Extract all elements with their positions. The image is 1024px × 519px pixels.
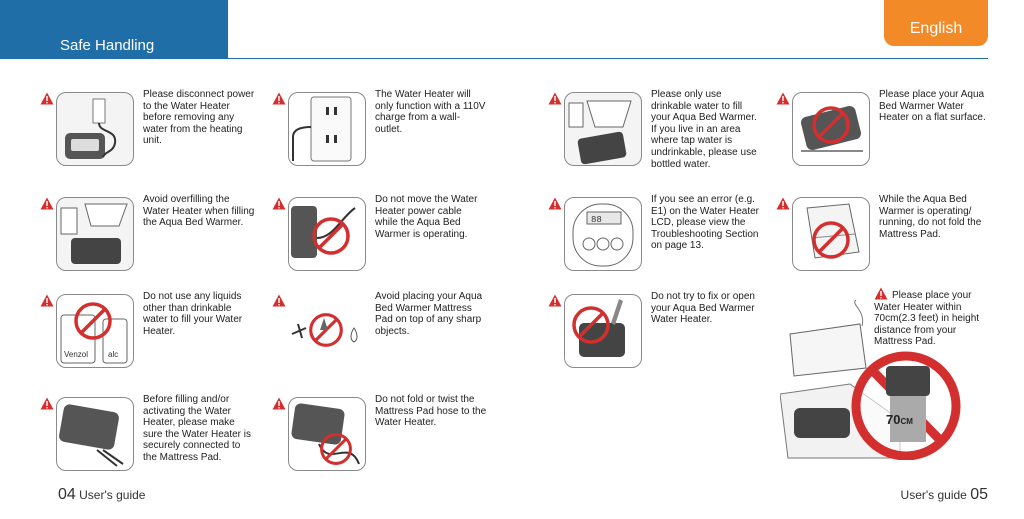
bottle-label-venzol: Venzol bbox=[64, 350, 89, 359]
card-text: Do not fold or twist the Mattress Pad hose to the Water Heater. bbox=[375, 394, 487, 429]
overfill-icon bbox=[56, 197, 134, 271]
card-text: If you see an error (e.g. E1) on the Water Heater LCD, please view the Troubleshooting Section on page 13. bbox=[651, 194, 760, 252]
twisted-hose-icon bbox=[288, 397, 366, 471]
warning-icon bbox=[272, 92, 286, 105]
warning-icon bbox=[548, 294, 562, 307]
card-text: Avoid placing your Aqua Bed Warmer Mattress Pad on top of any sharp objects. bbox=[375, 291, 483, 337]
language-label: English bbox=[909, 20, 963, 37]
card-text: Please place your Aqua Bed Warmer Water Heater on a flat surface. bbox=[879, 89, 986, 124]
height-unit: CM bbox=[900, 417, 913, 426]
card-text: Avoid overfilling the Water Heater when filling the Aqua Bed Warmer. bbox=[143, 194, 255, 229]
card-text: The Water Heater will only function with a 110V charge from a wall-outlet. bbox=[375, 89, 486, 135]
header-divider bbox=[0, 58, 988, 59]
height-value: 70 bbox=[886, 412, 901, 427]
heater-height-illustration bbox=[780, 300, 980, 460]
footer-right bbox=[901, 486, 988, 504]
bottles-icon bbox=[56, 294, 134, 368]
warning-icon bbox=[40, 92, 54, 105]
warning-icon bbox=[40, 197, 54, 210]
footer-left-text: User's guide bbox=[79, 488, 146, 502]
warning-icon bbox=[40, 397, 54, 410]
lcd-panel-icon bbox=[564, 197, 642, 271]
card-text: Please disconnect power to the Water Heater before removing any water from the heating unit. bbox=[143, 89, 255, 147]
footer-right-text: User's guide bbox=[900, 488, 967, 502]
header-bar bbox=[0, 0, 228, 58]
card-text: Do not use any liquids other than drinkable water to fill your Water Heater. bbox=[143, 291, 243, 337]
section-title: Safe Handling bbox=[60, 37, 155, 54]
warning-icon bbox=[548, 92, 562, 105]
warning-icon bbox=[776, 92, 790, 105]
height-card-text: Please place your Water Heater within 70cm(2.3 feet) in height distance from your Mattress Pad. bbox=[874, 290, 980, 348]
language-tab[interactable] bbox=[884, 0, 988, 46]
warning-icon bbox=[272, 197, 286, 210]
card-text: Before filling and/or activating the Water Heater, please make sure the Water Heater is securely connected to the Mattress Pad. bbox=[143, 394, 252, 463]
plug-icon bbox=[56, 92, 134, 166]
warning-icon bbox=[40, 294, 54, 307]
card-text: Please only use drinkable water to fill your Aqua Bed Warmer. If you live in an area where tap water is undrinkable, please use bottled water. bbox=[651, 89, 757, 170]
folded-pad-icon bbox=[792, 197, 870, 271]
outlet-icon bbox=[288, 92, 366, 166]
screwdriver-icon bbox=[564, 294, 642, 368]
cable-icon bbox=[288, 197, 366, 271]
warning-icon bbox=[272, 397, 286, 410]
footer-left bbox=[58, 486, 145, 504]
card-text: Do not move the Water Heater power cable while the Aqua Bed Warmer is operating. bbox=[375, 194, 478, 240]
sharp-objects-icon bbox=[288, 294, 364, 366]
warning-icon bbox=[776, 197, 790, 210]
page-number-left: 04 bbox=[58, 486, 76, 503]
warning-icon bbox=[548, 197, 562, 210]
tilted-heater-icon bbox=[792, 92, 870, 166]
water-jug-icon bbox=[564, 92, 642, 166]
warning-icon bbox=[874, 287, 888, 300]
card-text: Do not try to fix or open your Aqua Bed Warmer Water Heater. bbox=[651, 291, 755, 326]
warning-icon bbox=[272, 294, 286, 307]
svg-text:88: 88 bbox=[591, 215, 602, 225]
card-text: While the Aqua Bed Warmer is operating/ running, do not fold the Mattress Pad. bbox=[879, 194, 982, 240]
page-number-right: 05 bbox=[970, 486, 988, 503]
connector-icon bbox=[56, 397, 134, 471]
bottle-label-alc: alc bbox=[108, 350, 119, 359]
